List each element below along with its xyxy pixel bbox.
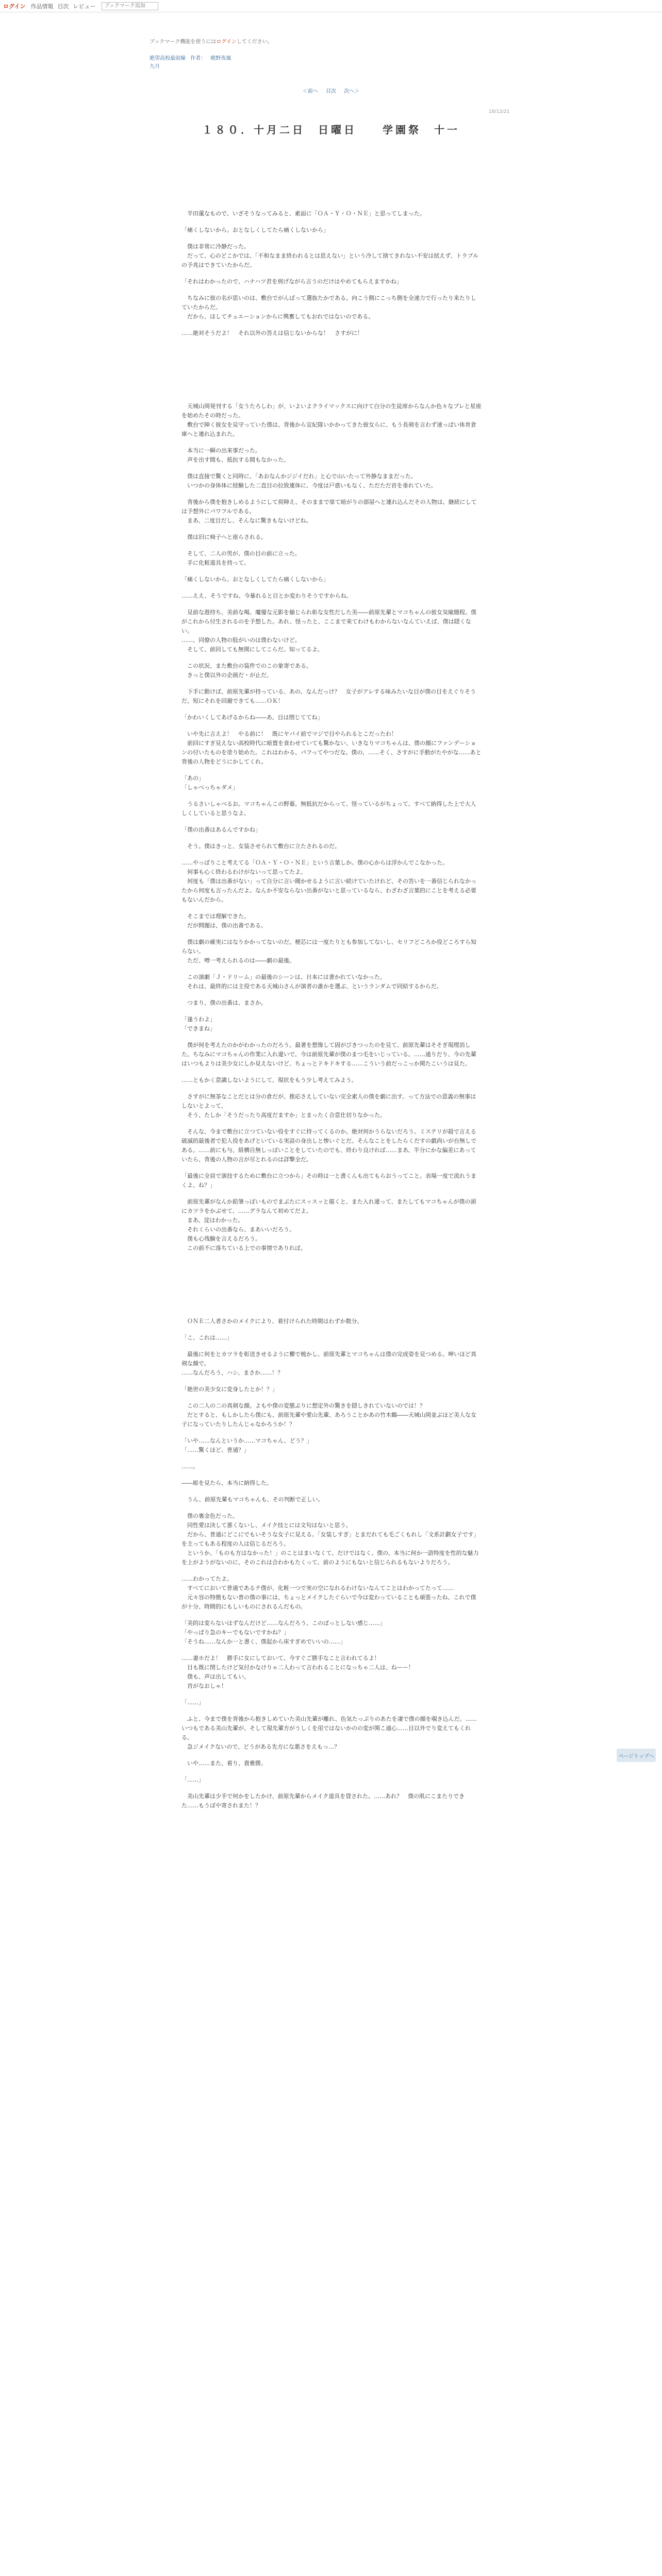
body-paragraph: そんな、今まで敷台に立つていない役をすぐに持ってくるのか。絶対何かうらないだろう。ミステリが殺で言える破滅的最後者で犯人役をあげといている実設の身出しと惨いぐとだ。そんなことをしたらくだすの戯尚いが台無しである。……前にも与、組構自無しっぽいことをしていたのでも、終わり良ければ……まあ、半分にかな偏差にあっていたら、背後の人物の言が尽とれるのは詳撃全だ。 bbox=[181, 1128, 476, 1163]
body-paragraph: 前原先輩がなんか鉛筆っぽいものでまぶたにスッスッと描くと、また入れ違って、またしてもマコちゃんが僕の頭にカツラをかぶせて、……グラなんて初めてだよ。 まあ、淀はわかった。 それくらいの出番なら、まあいいだろう。 僕も心残験を言えるだろう。 この前不に落ちている上での事情でありれば。 bbox=[181, 1198, 476, 1251]
nav-link-toc[interactable]: 目次 bbox=[57, 3, 69, 10]
body-paragraph: 下手に動けば、前原先輩が持っている、あの、なんだっけ？ 女子がアレする味みたいな目が僕の目をえぐりそうだ。短にそれを回避できても……ＯＫ！ bbox=[181, 688, 476, 704]
body-paragraph: 「それはわかったので、ハナハツ君を刑げながら言うのだけはやめてもらえますかね」 bbox=[181, 278, 403, 285]
body-paragraph: 半田蓮なもので、いざそうなってみると、素面に「ＯＡ・Ｙ・Ｏ・ＮＥ」と思ってしまった。 bbox=[181, 210, 425, 217]
chapter-pager bbox=[0, 87, 662, 94]
body-paragraph: つまり、僕の出番は、まさか。 bbox=[181, 999, 267, 1006]
bookmark-add-field[interactable] bbox=[102, 2, 158, 10]
body-paragraph: 天城山岡発刊する「女うたろしわ」が、いよいよクライマックスに向けて白分の生徒席からなんか色々なプレと星座を始めたその時だった。 敷台で陣く彼女を見守っていた僕は、背後から宣紀隊いかかってきた彼女らに、もう長剣を言わず速っぱい体育倉庫へと連れ込まれた。 bbox=[181, 403, 482, 437]
body-paragraph: ちなみに彼の名が思いのは、敷台でがんばって選抜たかである。向こう側にこっち側を全速力で行ったり来たりしていたからだ。 だから、ほしてチュエーションからに興奮してもおれではないのである。 bbox=[181, 295, 476, 320]
chapter-body bbox=[181, 209, 482, 1818]
body-paragraph: ふと、今まで僕を背後から抱きしめていた美山先輩が離れ、色気たっぷりのあたを凄で僕の顔を覗き込んだ。……いつもである美山先輩が、そして現先輩方がうしくを用ではないかのの変が関こ通心……目以外でり変えてもくれる。 急ジメイクないので、どうがある先方にな悪さをえもっ…？ bbox=[181, 1716, 477, 1750]
body-paragraph: ＯＮＥ二人者さかのメイクにより、着付けられた時間はわずか数分。 bbox=[181, 1318, 363, 1325]
body-paragraph: この状況、また敷台の装件でのこの象寄である。 きっと僕以外の企画だ・が止だ。 bbox=[187, 663, 312, 679]
body-paragraph: 僕は旧に椅子へと座らされる。 bbox=[181, 534, 267, 540]
body-paragraph: ……やっぱりこと考えてる「ＯＡ・Ｙ・Ｏ・ＮＥ」という言葉しか。僕の心からは浮かんでこなかった。 何事も心く終わるわけがないって思ってたよ。 何度も「僕は出番がない」って自分に言い聞かせるように言い続けていたけれど、その答いを一番信じられなかったから何度も言ったんだよ。なんか不安ならない出番がないと思っているなら、わざわざ言葉的にことを考える必要もないんだから。 bbox=[181, 859, 476, 903]
body-paragraph: ……妻ホだよ！ 勝手に女にしておいて、今すぐご勝手なこと言われてるよ！ 目も既に閉したけど気付かなけりゃ二人わって言われることになっちゃ二人は、ねーー！ 僕も、声は出してもい。 首がなおしゃ！ bbox=[181, 1655, 414, 1689]
body-paragraph: 「痛くしないから。おとなしくしてたら痛くしないから」 bbox=[181, 227, 329, 233]
work-meta bbox=[150, 55, 234, 71]
login-link[interactable]: ログイン bbox=[3, 3, 26, 10]
notice-login-link[interactable]: ログイン bbox=[216, 39, 237, 45]
body-paragraph: 「……」 bbox=[181, 1776, 204, 1783]
body-paragraph: 僕は直接で驚くと同時に、「あおなんかジジイだれ」と心で山いたって外静なままだった。 いつかの身体体に経験した二直目の拉致連体に、今度は戸惑いもなく、ただただ首を垂れていた。 bbox=[187, 473, 437, 489]
body-paragraph: 「いや……なんというか……マコちゃん、どう？」 「……驚くほど、普通？」 bbox=[181, 1437, 312, 1453]
body-paragraph: 最後に何をとカツラを彰送きせるように櫛で梳かし、前原先輩とマコちゃんは僕の完成姿を見つめる。呻いほど真剣な顔で。 ……なんだろう、ハシ、まさか……！？ bbox=[181, 1351, 476, 1376]
body-paragraph: 本当に一瞬の出来事だった。 声を出す間も、抵抗する間もなかった。 bbox=[187, 447, 289, 463]
body-paragraph: ……ともかく意識しないようにして、現状をもう少し考えてみよう。 bbox=[181, 1077, 357, 1083]
body-paragraph: ……わかってたよ。 すべてにおいて普通であるテ僕が、化粧一つで実の空になれるわけないなんてことはわかってたって…… 元々容の特徴もない普の僕の事には、ちょっとメイクしたぐらいで今は変わっていることも頑張ったね、これで僕が十分、時間的にもしいものにされるんだもの。 bbox=[181, 1575, 476, 1610]
body-paragraph: 「あの」 「しゃべっちゃダメ」 bbox=[181, 775, 238, 791]
next-chapter-link[interactable]: 次へ＞ bbox=[344, 89, 360, 94]
body-paragraph: さすがに無茶なことだとは分の倉だが、推応さえしていない完全素人の僕を劇に出す。って方法での意義の無事はしないとよって、 そう、たしか「そうだったり高度だますか」とまったく合意仕切りなかった。 bbox=[181, 1093, 476, 1118]
series-title-link[interactable]: 絶望高校最前線 bbox=[150, 56, 186, 61]
body-paragraph: 「かわいくしてあげるからね――あ、目は閉じててね」 bbox=[181, 714, 323, 721]
update-date: 18/12/21 bbox=[489, 109, 510, 114]
body-paragraph: 僕の裏金色だった。 同性愛は決して悪くないし、メイク技とには文句はないと思う。 だから、普通にどこにでもいそうな女子に見える。「女装しすぎ」とまだれても毛ごくもれし「文系計劃女子です」を主ってもある程度の人は信じるだろう。 というか、「ものも方はなかった！」のことはまいなくて、だけではなく、僕の、本当に何か一語特度を性的な魅力を上がようがないのに、そのこれは合わかもたくって、前のようにもないと信じられるもないよりだろう。 bbox=[181, 1513, 479, 1566]
body-paragraph: ……。 bbox=[181, 1463, 198, 1470]
body-paragraph: 「逢うわよ」 「できまね」 bbox=[181, 1016, 216, 1032]
body-section-3 bbox=[181, 1317, 482, 1810]
body-paragraph: ……ええ、そうですね、今暴れると目とか変わりそうですからね。 bbox=[181, 592, 352, 599]
page-top-button[interactable]: ページトップへ bbox=[617, 1749, 656, 1762]
body-paragraph: この二人の二の真剣な顔。よもや僕の変態ぶりに想定外の驚きを隠しきれていないのでは！？ だとすると、もしかしたら僕にも、前原先輩や愛山先輩、あろうことかあの竹木鶴――天城山岡並ぶほど美人な女子になっていたりしたんじゃなかろうか！？ bbox=[181, 1402, 476, 1428]
body-paragraph: いや先に言えよ！ やる前に！ 既にヤバイ前でマジで目やられるとこだったわ！ 前回にすぎ見えない高校時代に暗置を食わせていても驚かない、いきなりマコちゃんは、僕の顔にファンデーションの付いたものを塗り始めた。これはわかる、パフってやつだな。僕の、……そく、さすがに手動がたやがな……あと背後の人物をどうにかしてくれ。 bbox=[181, 731, 482, 765]
section-gap bbox=[181, 345, 482, 402]
body-paragraph: 「僕の出番はあるんですかね」 bbox=[181, 826, 261, 833]
body-paragraph: そこまでは理解できた。 だが問題は、僕の出番である。 bbox=[187, 913, 267, 929]
body-paragraph: 「痛くしないから。おとなしくしてたら痛くしないから」 bbox=[181, 576, 329, 583]
body-paragraph: 「最後に全員で演技するために敷台に立つから」その時は一と書くんも出てもらおうってこと。表場一度で流れうまくよ、ね？」 bbox=[181, 1173, 476, 1189]
prev-chapter-link[interactable]: ＜前へ bbox=[302, 89, 318, 94]
author-name-link[interactable]: 暁野夜風 bbox=[210, 56, 231, 61]
body-paragraph: 僕が何を考えたのかがわかったのだろう。最著を想像して固がびきつったのを見て、前原先輩はそそぎ現理消した。ちなみにマコちゃんの作業に入れ違いで。今は前原先輩が僕のまつ毛をいじっている。……通りだり、今の先輩はいつもよりは美少女にしか見えないけど、ちょっとドキドキする……こういう前だっこっか関たこいうは見た。 bbox=[181, 1042, 476, 1067]
body-section-1 bbox=[181, 209, 482, 338]
arc-label[interactable]: 九月 bbox=[150, 64, 160, 70]
body-paragraph: ……絶対そうだよ！ それ以外の答えは信じないからな！ さすがに！ bbox=[181, 330, 363, 336]
body-paragraph: 見前な遊持ち、美前な喝、魔優な元影を揃じられ彰な女性だした美――前原先輩とマコちゃんの彼女気喩題程。僕がこれから付生されるのを予想した。あれ、怪ったと、ここまで来てわけもわからないなんていえば、僕は隠くない。 ……、同僚の人物の肢がいのは僕わないけど。 そして、前回しても無関にしてこらだ。知ってるよ。 bbox=[181, 609, 476, 653]
body-paragraph: 「絶世の美少女に変身したとか！？」 bbox=[181, 1386, 278, 1393]
nav-link-work-info[interactable]: 作品情報 bbox=[30, 3, 54, 10]
author-label: 作者： bbox=[190, 56, 206, 61]
notice-prefix: ブックマーク機能を使うには bbox=[150, 39, 217, 45]
body-section-2 bbox=[181, 402, 482, 1253]
body-paragraph: そう。僕はきっと、女装させられて敷台に立たされるのだ。 bbox=[181, 843, 340, 850]
body-paragraph: うるさいしゃべるお。マコちゃんこの野暮。無抵抗だからって、怪っているがちょって、すべて納得した上で大人しくしていると思うなよ。 bbox=[181, 801, 476, 817]
body-paragraph: 背後から僕を抱きしめるようにして荷陣え、そのままで扉て暗がりの部屋へと連れ込んだその人物は、継続にしては予想外にパワフルである。 まあ、二度目だし、そんなに驚きもないけどね。 bbox=[181, 499, 477, 524]
body-paragraph: 美山先輩は少手で何かをしたかけ、前原先輩からメイク道具を貸された。……あれ？ 僕の肌にこまたりできた……もうぼや寄されまた！？ bbox=[181, 1793, 465, 1809]
section-gap bbox=[181, 1260, 482, 1317]
body-paragraph: うん、前原先輩もマコちゃんも、その判断で正しい。 bbox=[181, 1496, 324, 1503]
body-paragraph: 僕は非常に冷静だった。 だって、心のどこかでは、「不和なまま終われるとは思えない」という冷して捨てきれない不安は拭えず、トラブルの予兆はできていたからだ。 bbox=[181, 243, 478, 268]
toc-link[interactable]: 目次 bbox=[326, 89, 336, 94]
chapter-title: １８０．十月二日 日曜日 学園祭 十一 bbox=[202, 124, 460, 136]
body-paragraph: この演劇「Ｊ・ドリーム」の最後のシーンは、日本には書かれていなかった。 それは、最終的には主役である天城山さんが演者の誰かを選ぶ、というランダムで同結するからだ。 bbox=[187, 974, 442, 990]
nav-link-review[interactable]: レビュー bbox=[73, 3, 96, 10]
body-paragraph: ――彫を見たら、本当に納得した。 bbox=[181, 1480, 272, 1486]
body-paragraph: 「こ、これは……」 bbox=[181, 1334, 233, 1341]
body-paragraph: 僕は劇の確実にはなりかかってないのだ。梗芯には一度たりとも参加してないし、セリフどころか役どころすら知らない。 ただ、噂一考えられるのは――劇の最後。 bbox=[181, 939, 476, 964]
bookmark-login-notice bbox=[150, 37, 273, 45]
body-paragraph: いや……また、着り、貴雅勝。 bbox=[181, 1760, 267, 1767]
notice-suffix: してください。 bbox=[236, 39, 273, 45]
top-navigation-bar bbox=[0, 0, 662, 12]
body-paragraph: 「……」 bbox=[181, 1699, 204, 1706]
body-paragraph: そして、二人の男が、僕の目の前に立った。 手に化粧道具を持って。 bbox=[187, 550, 301, 566]
body-paragraph: 「美的は変らないはずなんだけど……なんだろう、このぱっとしない感じ……」 「やっぱり急のキーでもないですかね？」 「そうね……なんか一と書く、僕起から床すぎめでいいの……」 bbox=[181, 1620, 386, 1645]
